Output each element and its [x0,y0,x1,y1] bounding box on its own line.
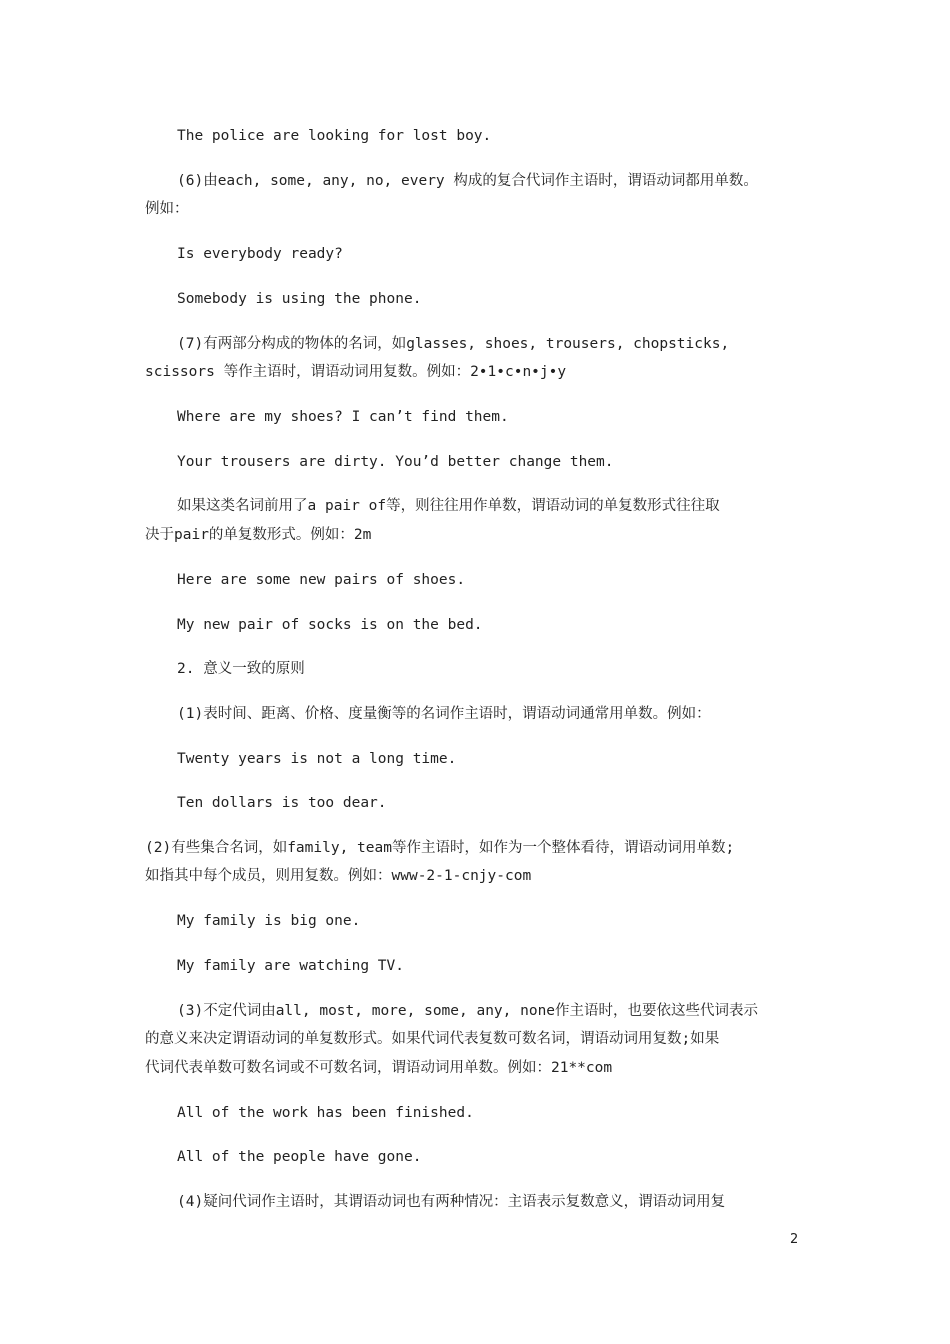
example-sentence: Where are my shoes? I can’t find them. [177,409,509,425]
example-sentence: Is everybody ready? [177,246,343,262]
page-number: 2 [790,1232,799,1247]
example-sentence: Your trousers are dirty. You’d better change them. [177,454,614,470]
rule-paragraph: (6)由each, some, any, no, every 构成的复合代词作主语时，谓语动词都用单数。 [177,173,758,189]
example-sentence: All of the work has been finished. [177,1105,474,1121]
rule-paragraph: (1)表时间、距离、价格、度量衡等的名词作主语时，谓语动词通常用单数。例如： [177,706,711,722]
rule-paragraph: (3)不定代词由all, most, more, some, any, none作主语时，也要依这些代词表示 [177,1003,759,1019]
rule-paragraph: (7)有两部分构成的物体的名词，如glasses, shoes, trousers, chopsticks, [177,336,730,352]
rule-paragraph-continuation: 例如： [145,201,189,217]
example-sentence: Ten dollars is too dear. [177,795,387,811]
example-sentence: All of the people have gone. [177,1149,422,1165]
example-sentence: Somebody is using the phone. [177,291,422,307]
section-heading: 2. 意义一致的原则 [177,661,305,677]
rule-paragraph-continuation: 如指其中每个成员，则用复数。例如：www-2-1-cnjy-com [145,868,532,884]
example-sentence: The police are looking for lost boy. [177,128,492,144]
example-sentence: My family is big one. [177,913,361,929]
example-sentence: My new pair of socks is on the bed. [177,617,483,633]
rule-paragraph-continuation: 的意义来决定谓语动词的单复数形式。如果代词代表复数可数名词，谓语动词用复数;如果 [145,1031,720,1047]
example-sentence: My family are watching TV. [177,958,404,974]
rule-paragraph-continuation: 决于pair的单复数形式。例如：2m [145,527,372,543]
example-sentence: Twenty years is not a long time. [177,751,457,767]
rule-paragraph: (4)疑问代词作主语时，其谓语动词也有两种情况：主语表示复数意义，谓语动词用复 [177,1194,726,1210]
example-sentence: Here are some new pairs of shoes. [177,572,466,588]
rule-paragraph: 如果这类名词前用了a pair of等，则往往用作单数，谓语动词的单复数形式往往取 [177,498,720,514]
rule-paragraph-continuation: 代词代表单数可数名词或不可数名词，谓语动词用单数。例如：21**com [145,1060,613,1076]
rule-paragraph-continuation: scissors 等作主语时，谓语动词用复数。例如：2•1•c•n•j•y [145,364,567,380]
rule-paragraph: (2)有些集合名词，如family, team等作主语时，如作为一个整体看待，谓语动词用单数; [145,840,735,856]
